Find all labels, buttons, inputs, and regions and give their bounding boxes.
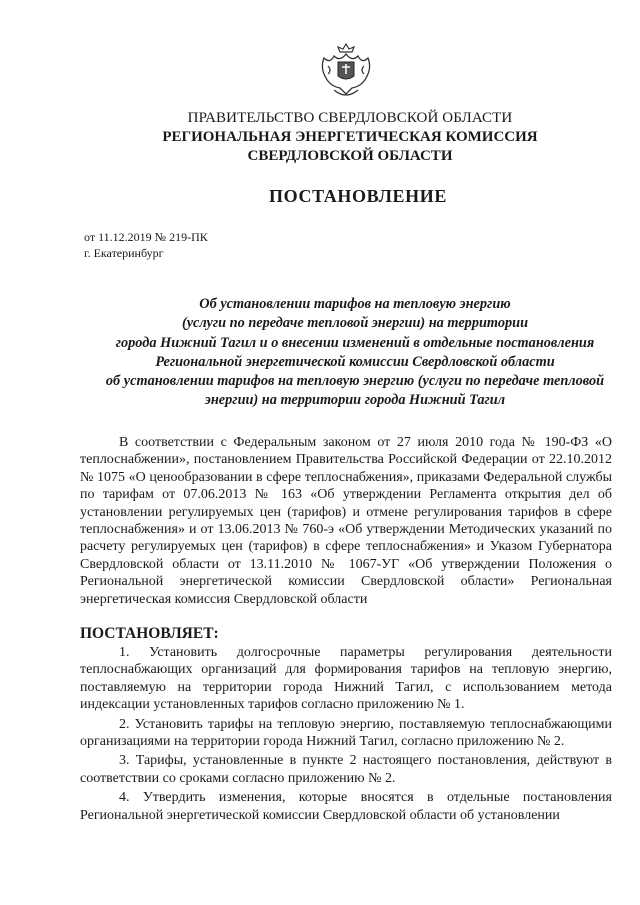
subject-line: об установлении тарифов на тепловую энергию (услуги по передаче тепловой <box>105 373 605 390</box>
subject-line: (услуги по передаче тепловой энергии) на территории <box>181 315 529 332</box>
subject-line: Региональной энергетической комиссии Свердловской области <box>155 353 555 370</box>
decree-item: 4. Утвердить изменения, которые вносятся в отдельные постановления Региональной энергетической комиссии Свердловской области об установлении <box>80 790 612 823</box>
government-name: ПРАВИТЕЛЬСТВО СВЕРДЛОВСКОЙ ОБЛАСТИ <box>187 110 513 126</box>
subject-line: Об установлении тарифов на тепловую энергию <box>199 296 511 312</box>
coat-of-arms-icon <box>318 40 374 102</box>
subject-line: города Нижний Тагил и о внесении изменений в отдельные постановления <box>115 334 595 351</box>
document-city: г. Екатеринбург <box>84 246 164 260</box>
decree-item: 1. Установить долгосрочные параметры регулирования деятельности теплоснабжающих организаций для формирования тарифов на тепловую энергию, поставляемую на территории города Нижний Тагил, с использованием метода индексации установленных тарифов согласно приложению № 1. <box>80 645 612 713</box>
decree-items <box>80 644 612 826</box>
subject-line: энергии) на территории города Нижний Тагил <box>204 392 506 409</box>
decree-heading: ПОСТАНОВЛЯЕТ: <box>80 625 219 642</box>
region-name: СВЕРДЛОВСКОЙ ОБЛАСТИ <box>247 148 453 164</box>
decree-item: 3. Тарифы, установленные в пункте 2 настоящего постановления, действуют в соответствии со сроками согласно приложению № 2. <box>80 753 612 786</box>
document-title: ПОСТАНОВЛЕНИЕ <box>269 186 447 206</box>
document-subject <box>60 295 640 411</box>
decree-item: 2. Установить тарифы на тепловую энергию, поставляемую теплоснабжающими организациями на территории города Нижний Тагил, согласно приложению № 2. <box>80 716 612 750</box>
document-date-number: от 11.12.2019 № 219-ПК <box>84 230 208 244</box>
commission-name: РЕГИОНАЛЬНАЯ ЭНЕРГЕТИЧЕСКАЯ КОМИССИЯ <box>162 129 538 145</box>
preamble-paragraph: В соответствии с Федеральным законом от 27 июля 2010 года № 190-ФЗ «О теплоснабжении», постановлением Правительства Российской Федерации от 22.10.2012 № 1075 «О ценообразовании в сфере теплоснабжения», приказами Федеральной службы по тарифам от 07.06.2013 № 163 «Об утверждении Регламента открытия дел об установлении регулируемых цен (тарифов) и отмене регулирования тарифов в сфере теплоснабжения» и от 13.06.2013 № 760-э «Об утверждении Методических указаний по расчету регулируемых цен (тарифов) в сфере теплоснабжения» и Указом Губернатора Свердловской области от 13.11.2010 № 1067-УГ «Об утверждении Положения о Региональной энергетической комиссии Свердловской области» Региональная энергетическая комиссия Свердловской области <box>80 435 612 607</box>
